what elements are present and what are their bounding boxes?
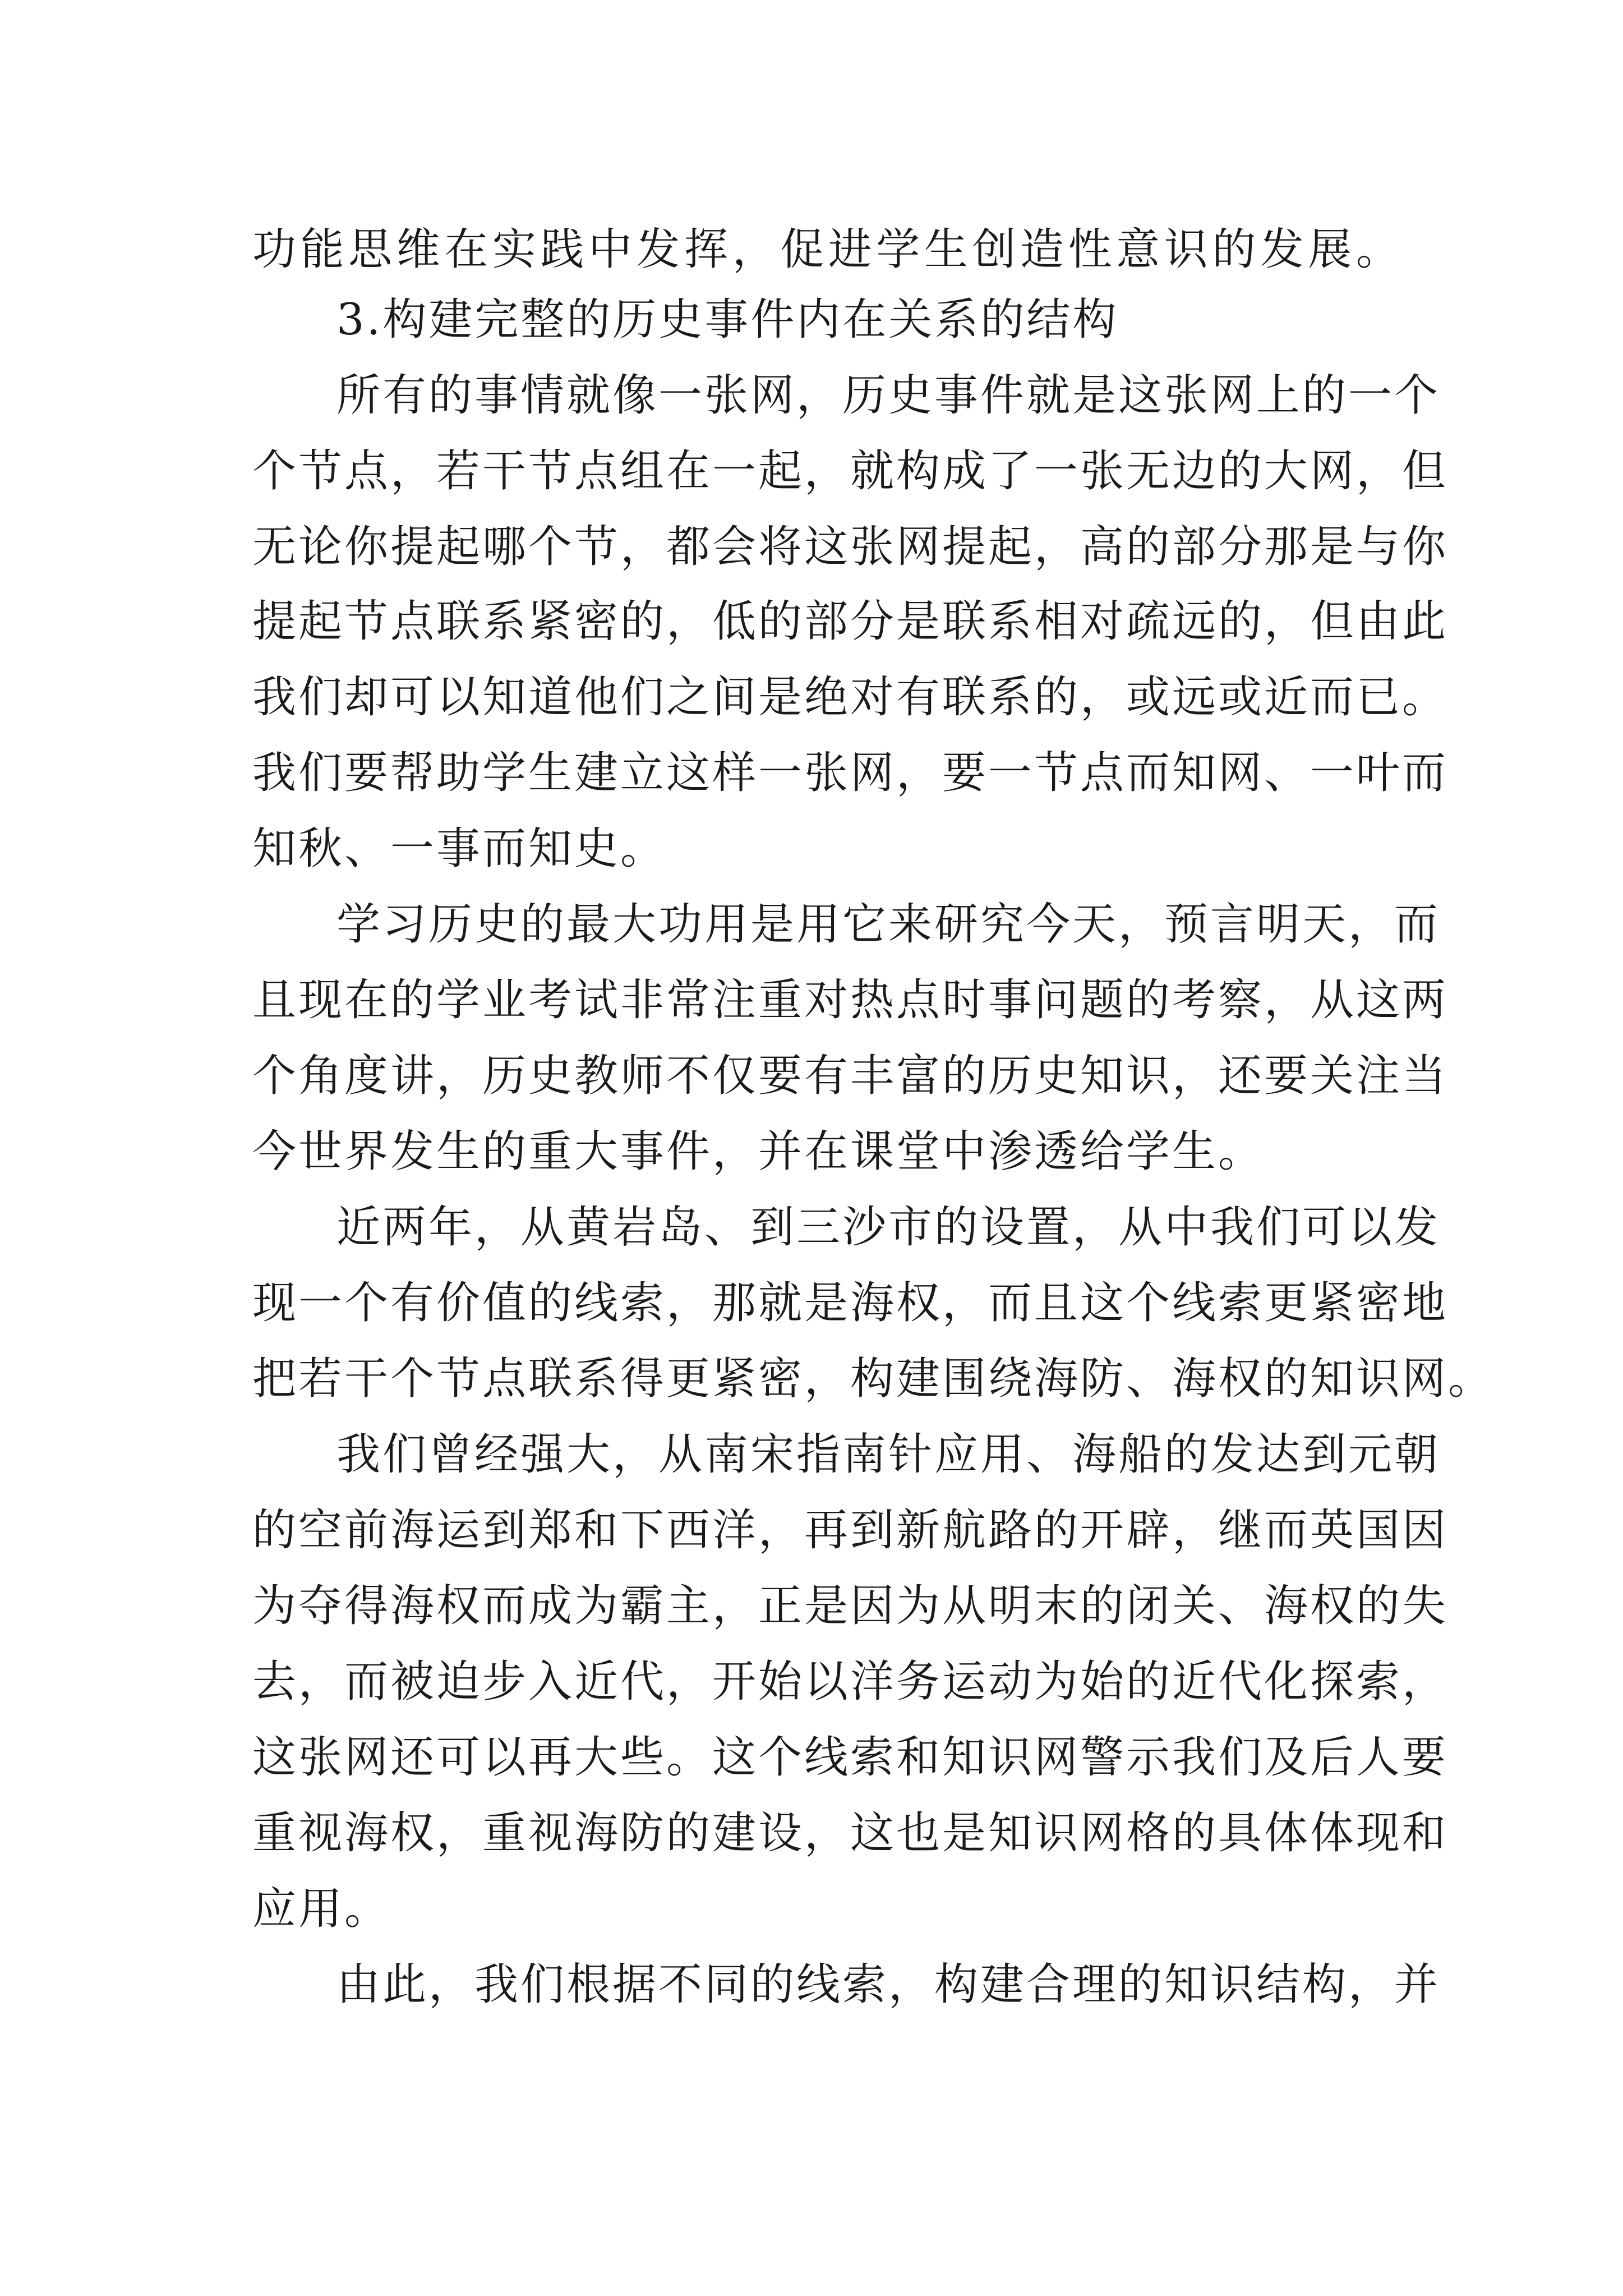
text-line: 的空前海运到郑和下西洋，再到新航路的开辟，继而英国因 xyxy=(252,1505,1449,1556)
text-line: 为夺得海权而成为霸主，正是因为从明末的闭关、海权的失 xyxy=(252,1581,1449,1631)
text-line: 今世界发生的重大事件，并在课堂中渗透给学生。 xyxy=(252,1126,1265,1177)
text-line: 去，而被迫步入近代，开始以洋务运动为始的近代化探索， xyxy=(252,1657,1449,1707)
text-line: 我们曾经强大，从南宋指南针应用、海船的发达到元朝 xyxy=(336,1429,1441,1480)
text-line: 提起节点联系紧密的，低的部分是联系相对疏远的，但由此 xyxy=(252,596,1449,647)
text-line: 学习历史的最大功用是用它来研究今天，预言明天，而 xyxy=(336,899,1441,950)
text-line: 把若干个节点联系得更紧密，构建围绕海防、海权的知识网。 xyxy=(252,1354,1495,1404)
text-line: 近两年，从黄岩岛、到三沙市的设置，从中我们可以发 xyxy=(336,1202,1441,1253)
text-line: 我们要帮助学生建立这样一张网，要一节点而知网、一叶而 xyxy=(252,748,1449,798)
text-line: 知秋、一事而知史。 xyxy=(252,823,667,874)
text-line: 个角度讲，历史教师不仅要有丰富的历史知识，还要关注当 xyxy=(252,1051,1449,1101)
text-line: 所有的事情就像一张网，历史事件就是这张网上的一个 xyxy=(336,370,1441,421)
text-line: 由此，我们根据不同的线索，构建合理的知识结构，并 xyxy=(336,1959,1441,2010)
text-line: 功能思维在实践中发挥，促进学生创造性意识的发展。 xyxy=(252,224,1402,275)
text-line: 我们却可以知道他们之间是绝对有联系的，或远或近而已。 xyxy=(252,672,1449,723)
text-line: 现一个有价值的线索，那就是海权，而且这个线索更紧密地 xyxy=(252,1278,1449,1328)
text-line: 应用。 xyxy=(252,1884,391,1934)
text-line: 无论你提起哪个节，都会将这张网提起，高的部分那是与你 xyxy=(252,522,1449,572)
text-line: 个节点，若干节点组在一起，就构成了一张无边的大网，但 xyxy=(252,446,1449,496)
text-line: 这张网还可以再大些。这个线索和知识网警示我们及后人要 xyxy=(252,1732,1449,1783)
text-line: 且现在的学业考试非常注重对热点时事问题的考察，从这两 xyxy=(252,975,1449,1025)
text-line: 重视海权，重视海防的建设，这也是知识网格的具体体现和 xyxy=(252,1808,1449,1858)
section-heading: 3.构建完整的历史事件内在关系的结构 xyxy=(336,295,1119,345)
